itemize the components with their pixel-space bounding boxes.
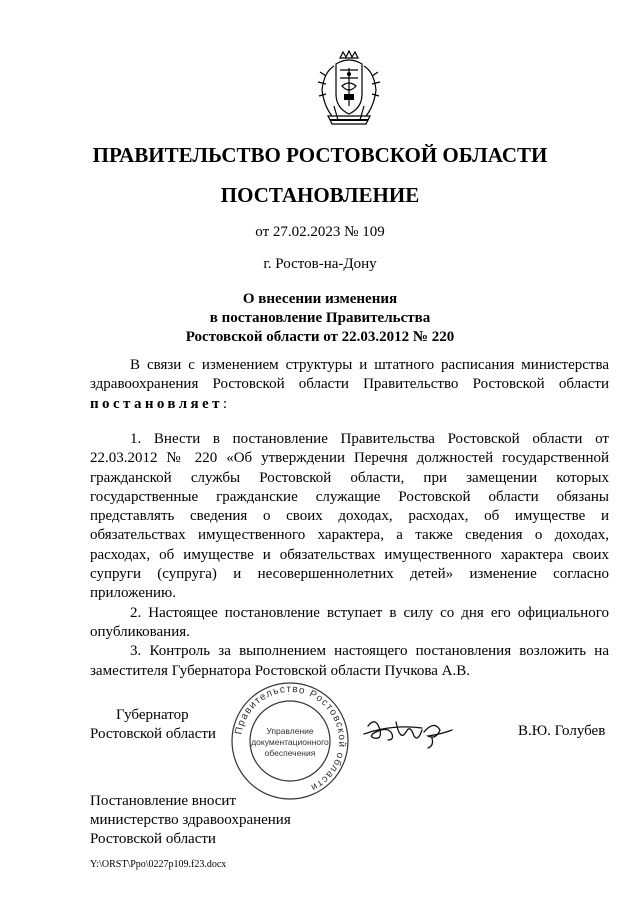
signatory-name: В.Ю. Голубев (518, 723, 606, 739)
preamble-paragraph (90, 356, 609, 414)
signatory-position-line-1: Губернатор (116, 707, 189, 723)
title-line-1: О внесении изменения (242, 291, 398, 307)
signatory-position (90, 706, 216, 744)
document-type-heading: ПОСТАНОВЛЕНИЕ (220, 183, 420, 207)
resolves-colon: : (222, 395, 228, 412)
resolution-item: 3. Контроль за выполнением настоящего постановления возложить на заместителя Губернатора Ростовской области Пучкова А.В. (90, 643, 609, 679)
city: г. Ростов-на-Дону (263, 256, 377, 272)
stamp-inner-line-1: Управление (266, 726, 314, 736)
date-number: от 27.02.2023 № 109 (255, 224, 385, 240)
official-stamp (229, 680, 351, 802)
title-line-3: Ростовской области от 22.03.2012 № 220 (185, 329, 455, 345)
stamp-inner-line-3: обеспечения (264, 748, 316, 758)
organization-heading: ПРАВИТЕЛЬСТВО РОСТОВСКОЙ ОБЛАСТИ (92, 143, 548, 167)
document-title (0, 290, 640, 347)
introduced-by-line-2: министерство здравоохранения (90, 812, 291, 828)
resolves-word: постановляет (90, 395, 223, 412)
introduced-by-line-3: Ростовской области (90, 831, 216, 847)
preamble-text: В связи с изменением структуры и штатного расписания министерства здравоохранения Ростовской области Правительство Ростовской области (90, 357, 609, 393)
stamp-ring-text: Правительство Ростовской области (233, 683, 348, 794)
title-line-2: в постановление Правительства (209, 310, 431, 326)
signatory-position-line-2: Ростовской области (90, 726, 216, 742)
resolution-item: 2. Настоящее постановление вступает в силу со дня его официального опубликования. (90, 604, 609, 640)
handwritten-signature (362, 712, 462, 752)
coat-of-arms-emblem (314, 50, 384, 130)
file-path: Y:\ORST\Ppo\0227p109.f23.docx (90, 859, 227, 870)
resolution-items (90, 430, 609, 681)
resolution-item: 1. Внести в постановление Правительства Ростовской области от 22.03.2012 № 220 «Об утверждении Перечня должностей государственной гражданской службы Ростовской области, при замещении которых государственные гражданские служащие Ростовской области обязаны представлять сведения о своих доходах, расходах, об имуществе и обязательствах имущественного характера, а также сведения о доходах, расходах, об имуществе и обязательствах имущественного характера своих супруги (супруга) и несовершеннолетних детей» изменение согласно приложению. (90, 431, 609, 602)
introduced-by-line-1: Постановление вносит (90, 793, 237, 809)
introduced-by (90, 792, 291, 849)
stamp-inner-line-2: документационного (251, 737, 329, 747)
